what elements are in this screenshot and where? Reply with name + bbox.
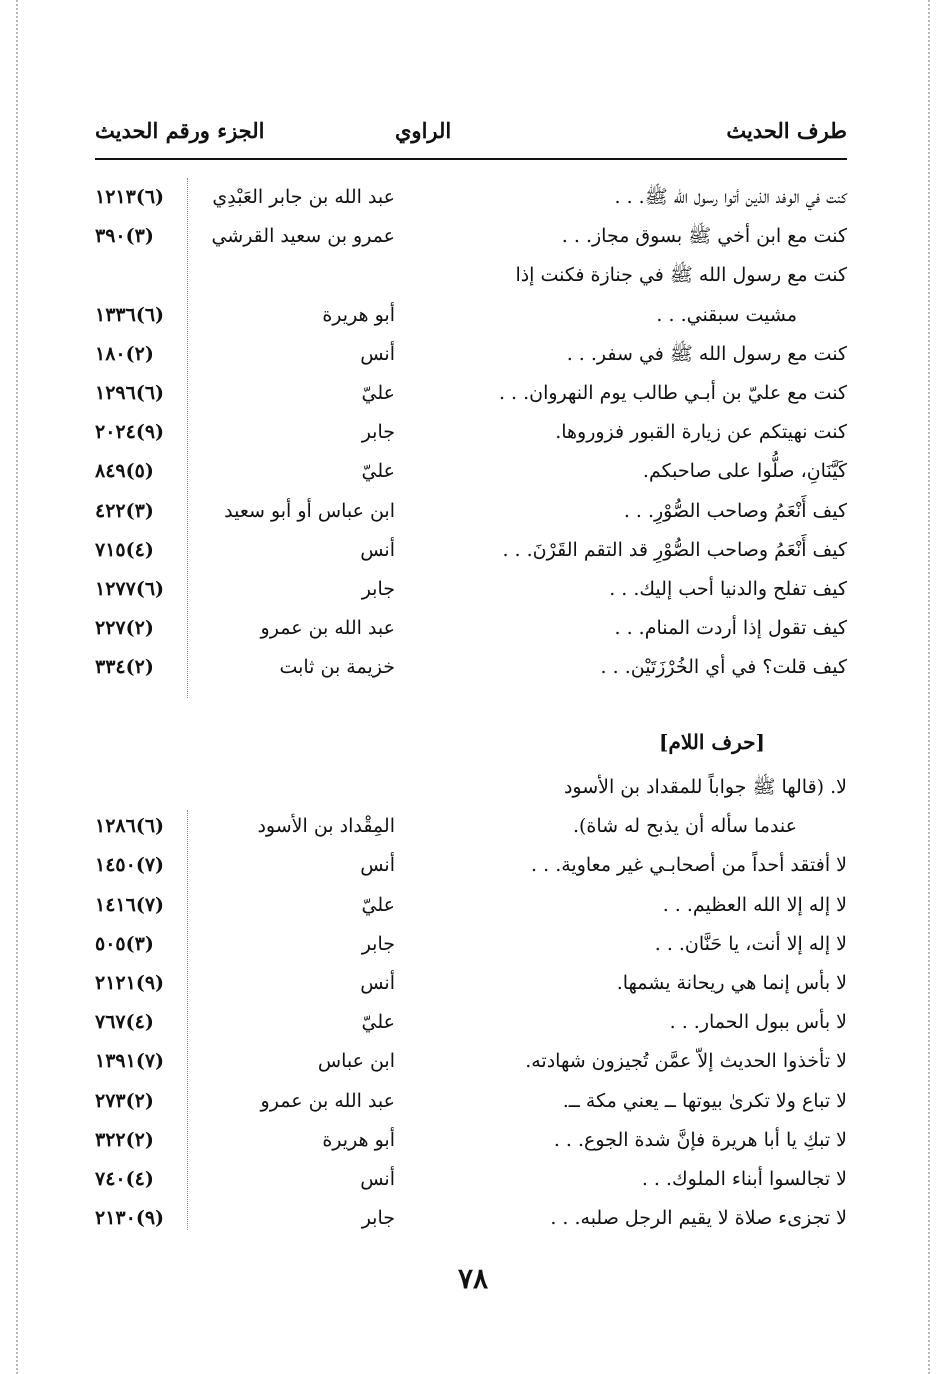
- header-rawi: الراوي: [395, 118, 452, 143]
- hadith-tarf: كنت نهيتكم عن زيارة القبور فزوروها.: [555, 421, 847, 443]
- hadith-tarf: كيف أَنْعَمُ وصاحب الصُّوْرِ قد التقم القَرْنَ. . .: [502, 539, 847, 561]
- hadith-tarf: لا بأس ببول الحمار. . .: [669, 1011, 847, 1033]
- table-row: [95, 886, 847, 924]
- hadith-tarf: لا إله إلا أنت، يا حَنَّان. . .: [654, 933, 847, 955]
- hadith-ref: (٤)٧١٥: [95, 539, 154, 561]
- table-row: [95, 1121, 847, 1159]
- hadith-tarf: لا إله إلا الله العظيم. . .: [662, 894, 847, 916]
- hadith-rawi: جابر: [361, 1207, 395, 1229]
- table-header: [95, 118, 847, 152]
- hadith-ref: (٦)١٢١٣: [95, 186, 165, 208]
- hadith-ref: (٢)٢٢٧: [95, 617, 154, 639]
- hadith-ref: (٦)١٢٧٧: [95, 578, 165, 600]
- hadith-rawi: عليّ: [361, 382, 395, 404]
- hadith-ref: (٢)٣٣٤: [95, 656, 154, 678]
- margin-dots-right: [928, 0, 930, 1374]
- hadith-ref: (٧)١٣٩١: [95, 1050, 165, 1072]
- hadith-ref: (٩)٢١٣٠: [95, 1207, 165, 1229]
- hadith-tarf: لا أفتقد أحداً من أصحابـي غير معاوية. . .: [531, 854, 847, 876]
- hadith-rawi: جابر: [361, 933, 395, 955]
- section-title-text: [حرف اللام]: [659, 730, 765, 754]
- hadith-rawi: أنس: [360, 972, 395, 994]
- hadith-rawi: عبد الله بن عمرو: [260, 617, 395, 639]
- table-row: [95, 335, 847, 373]
- hadith-ref: (٢)٣٢٢: [95, 1129, 154, 1151]
- hadith-tarf: لا تجالسوا أبناء الملوك. . .: [641, 1168, 847, 1190]
- hadith-rawi: جابر: [361, 578, 395, 600]
- hadith-rawi: عليّ: [361, 894, 395, 916]
- hadith-tarf: مشيت سبقني. . .: [656, 304, 797, 326]
- hadith-tarf: كنت مع رسول الله ﷺ في جنازة فكنت إذا: [515, 264, 847, 286]
- table-row: [95, 178, 847, 216]
- table-row: [95, 492, 847, 530]
- hadith-ref: (٦)١٢٩٦: [95, 382, 165, 404]
- hadith-rawi: ابن عباس: [317, 1050, 395, 1072]
- hadith-tarf: لا تباع ولا تكرىٰ بيوتها ــ يعني مكة ــ.: [562, 1090, 847, 1112]
- hadith-rawi: أنس: [360, 539, 395, 561]
- hadith-ref: (٦)١٢٨٦: [95, 815, 165, 837]
- table-row: [95, 374, 847, 412]
- table-row: [95, 217, 847, 255]
- table-row: [95, 807, 847, 845]
- hadith-tarf: لا تبكِ يا أبا هريرة فإنَّ شدة الجوع. . .: [553, 1129, 847, 1151]
- hadith-ref: (٣)٥٠٥: [95, 933, 154, 955]
- hadith-ref: (٢)١٨٠: [95, 343, 154, 365]
- hadith-rawi: أبو هريرة: [322, 1129, 395, 1151]
- hadith-ref: (٧)١٤١٦: [95, 894, 165, 916]
- table-row: [95, 964, 847, 1002]
- hadith-rawi: أنس: [360, 343, 395, 365]
- table-row: [95, 570, 847, 608]
- hadith-tarf: كيف قلت؟ في أي الخُرْزَتَيْن. . .: [600, 656, 847, 678]
- hadith-ref: (٦)١٣٣٦: [95, 304, 165, 326]
- table-row: [95, 609, 847, 647]
- hadith-rawi: عليّ: [361, 1011, 395, 1033]
- hadith-tarf: كنت في الوفد الذين أتوا رسول الله ﷺ. . .: [614, 186, 847, 208]
- table-row: [95, 846, 847, 884]
- table-row: [95, 1082, 847, 1120]
- hadith-rawi: أبو هريرة: [322, 304, 395, 326]
- hadith-rawi: عبد الله بن جابر العَبْدِي: [212, 186, 395, 208]
- hadith-rawi: خزيمة بن ثابت: [279, 656, 395, 678]
- hadith-tarf: كيف أَنْعَمُ وصاحب الصُّوْرِ. . .: [623, 500, 847, 522]
- hadith-rawi: عبد الله بن عمرو: [260, 1090, 395, 1112]
- margin-dots-left: [16, 0, 18, 1374]
- hadith-ref: (٩)٢١٢١: [95, 972, 165, 994]
- hadith-ref: (٩)٢٠٢٤: [95, 421, 165, 443]
- hadith-rawi: عمرو بن سعيد القرشي: [211, 225, 395, 247]
- table-row: [95, 1199, 847, 1237]
- hadith-tarf: كنت مع ابن أخي ﷺ بسوق مجاز. . .: [561, 225, 847, 247]
- hadith-rawi: أنس: [360, 854, 395, 876]
- hadith-ref: (٤)٧٦٧: [95, 1011, 154, 1033]
- table-row: [95, 413, 847, 451]
- hadith-rawi: ابن عباس أو أبو سعيد: [224, 500, 395, 522]
- hadith-ref: (٥)٨٤٩: [95, 460, 154, 482]
- hadith-tarf: لا. (قالها ﷺ جواباً للمقداد بن الأسود: [563, 776, 847, 798]
- hadith-ref: (٧)١٤٥٠: [95, 854, 165, 876]
- table-row: [95, 1042, 847, 1080]
- hadith-tarf: لا بأس إنما هي ريحانة يشمها.: [616, 972, 847, 994]
- page-number: ٧٨: [457, 1262, 489, 1295]
- hadith-rawi: أنس: [360, 1168, 395, 1190]
- hadith-tarf: كَيَّنَانِ، صلُّوا على صاحبكم.: [642, 460, 847, 482]
- hadith-tarf: كيف تفلح والدنيا أحب إليك. . .: [609, 578, 847, 600]
- hadith-ref: (٢)٢٧٣: [95, 1090, 154, 1112]
- hadith-ref: (٣)٤٢٢: [95, 500, 154, 522]
- table-row: [95, 452, 847, 490]
- hadith-tarf: كنت مع عليّ بن أبـي طالب يوم النهروان. . .: [498, 382, 847, 404]
- table-row: [95, 296, 847, 334]
- hadith-rawi: المِقْداد بن الأسود: [257, 815, 395, 837]
- hadith-rawi: عليّ: [361, 460, 395, 482]
- hadith-ref: (٤)٧٤٠: [95, 1168, 154, 1190]
- hadith-ref: (٣)٣٩٠: [95, 225, 154, 247]
- hadith-tarf: لا تجزىء صلاة لا يقيم الرجل صلبه. . .: [550, 1207, 847, 1229]
- hadith-tarf: عندما سأله أن يذبح له شاة).: [572, 815, 797, 837]
- hadith-tarf: كنت مع رسول الله ﷺ في سفر. . .: [566, 343, 847, 365]
- table-row: [95, 531, 847, 569]
- hadith-tarf: كيف تقول إذا أردت المنام. . .: [614, 617, 847, 639]
- header-tarf: طرف الحديث: [726, 118, 847, 143]
- section-title: [95, 730, 847, 754]
- header-ref: الجزء ورقم الحديث: [95, 118, 265, 143]
- hadith-tarf: لا تأخذوا الحديث إلاّ عمَّن تُجيزون شهادته.: [525, 1050, 847, 1072]
- table-row: [95, 1003, 847, 1041]
- table-row: [95, 256, 847, 294]
- hadith-rawi: جابر: [361, 421, 395, 443]
- table-row: [95, 648, 847, 686]
- table-row: [95, 768, 847, 806]
- table-row: [95, 925, 847, 963]
- header-rule: [95, 158, 847, 160]
- table-row: [95, 1160, 847, 1198]
